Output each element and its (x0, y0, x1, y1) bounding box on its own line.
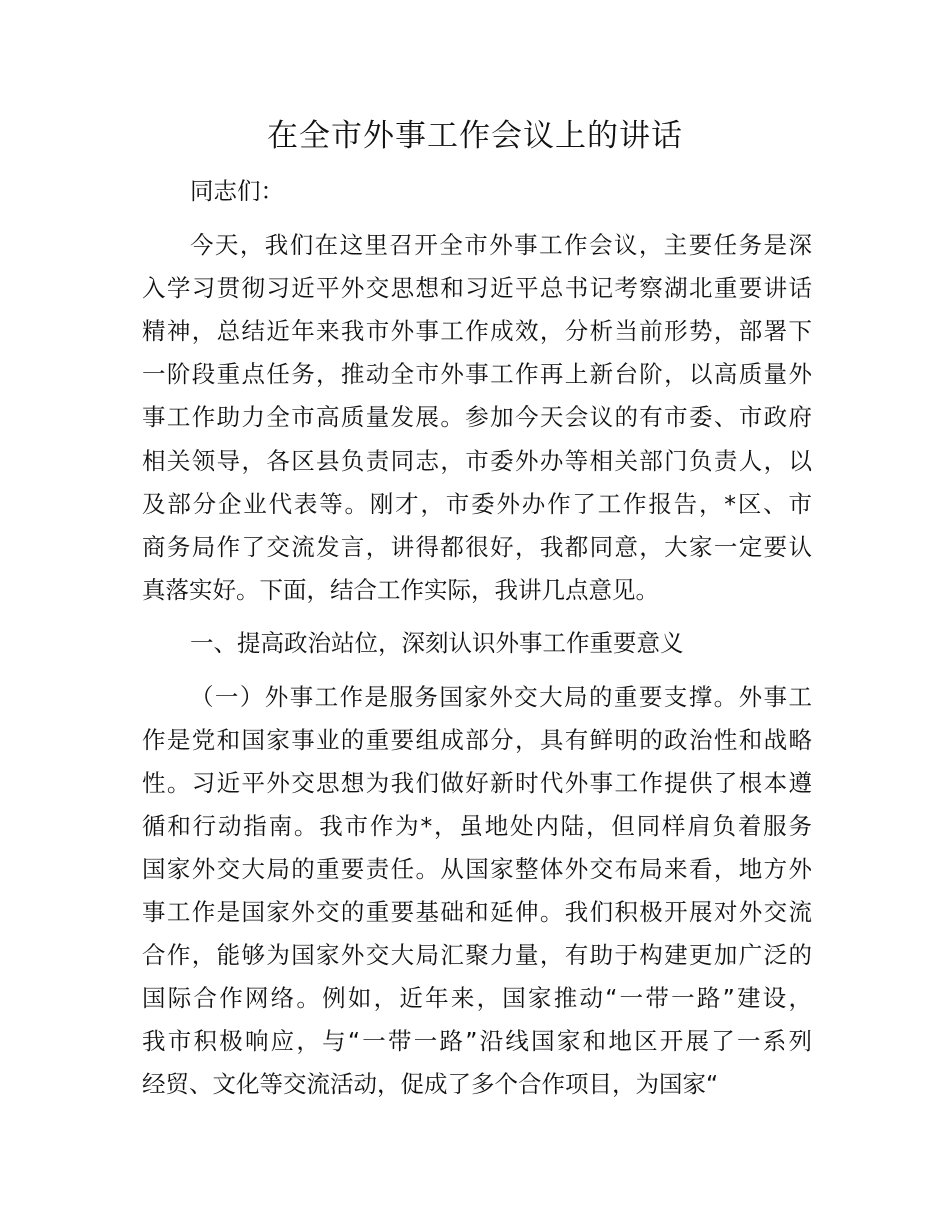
paragraph-1-line: 及部分企业代表等。刚才，市委外办作了工作报告，*区、市 (142, 490, 812, 518)
paragraph-1-line: 精神，总结近年来我市外事工作成效，分析当前形势，部署下 (142, 317, 812, 345)
paragraph-2-line: 经贸、文化等交流活动，促成了多个合作项目，为国家“ (142, 1070, 719, 1098)
paragraph-2-line: 合作，能够为国家外交大局汇聚力量，有助于构建更加广泛的 (142, 941, 812, 969)
paragraph-2-line: 国家外交大局的重要责任。从国家整体外交布局来看，地方外 (142, 855, 812, 883)
paragraph-2-line: 我市积极响应，与“一带一路”沿线国家和地区开展了一系列 (142, 1027, 812, 1055)
paragraph-1-line: 一阶段重点任务，推动全市外事工作再上新台阶，以高质量外 (142, 360, 812, 388)
paragraph-1-line: 入学习贯彻习近平外交思想和习近平总书记考察湖北重要讲话 (142, 274, 812, 302)
paragraph-2-line: 事工作是国家外交的重要基础和延伸。我们积极开展对外交流 (142, 898, 812, 926)
paragraph-1-line: 相关领导，各区县负责同志，市委外办等相关部门负责人，以 (142, 447, 812, 475)
paragraph-1-line: 商务局作了交流发言，讲得都很好，我都同意，大家一定要认 (142, 533, 812, 561)
paragraph-2-line: 性。习近平外交思想为我们做好新时代外事工作提供了根本遵 (142, 769, 812, 797)
paragraph-1-line: 今天，我们在这里召开全市外事工作会议，主要任务是深 (190, 231, 812, 259)
section-heading: 一、提高政治站位，深刻认识外事工作重要意义 (190, 629, 684, 657)
paragraph-2-line: 国际合作网络。例如，近年来，国家推动“一带一路”建设， (142, 984, 812, 1012)
page-title: 在全市外事工作会议上的讲话 (267, 118, 683, 154)
salutation: 同志们： (190, 177, 284, 205)
paragraph-2-line: 循和行动指南。我市作为*，虽地处内陆，但同样肩负着服务 (142, 812, 812, 840)
paragraph-2-line: （一）外事工作是服务国家外交大局的重要支撑。外事工 (190, 683, 812, 711)
paragraph-1-line: 事工作助力全市高质量发展。参加今天会议的有市委、市政府 (142, 403, 812, 431)
paragraph-1-line: 真落实好。下面，结合工作实际，我讲几点意见。 (142, 576, 659, 604)
paragraph-2-line: 作是党和国家事业的重要组成部分，具有鲜明的政治性和战略 (142, 726, 812, 754)
